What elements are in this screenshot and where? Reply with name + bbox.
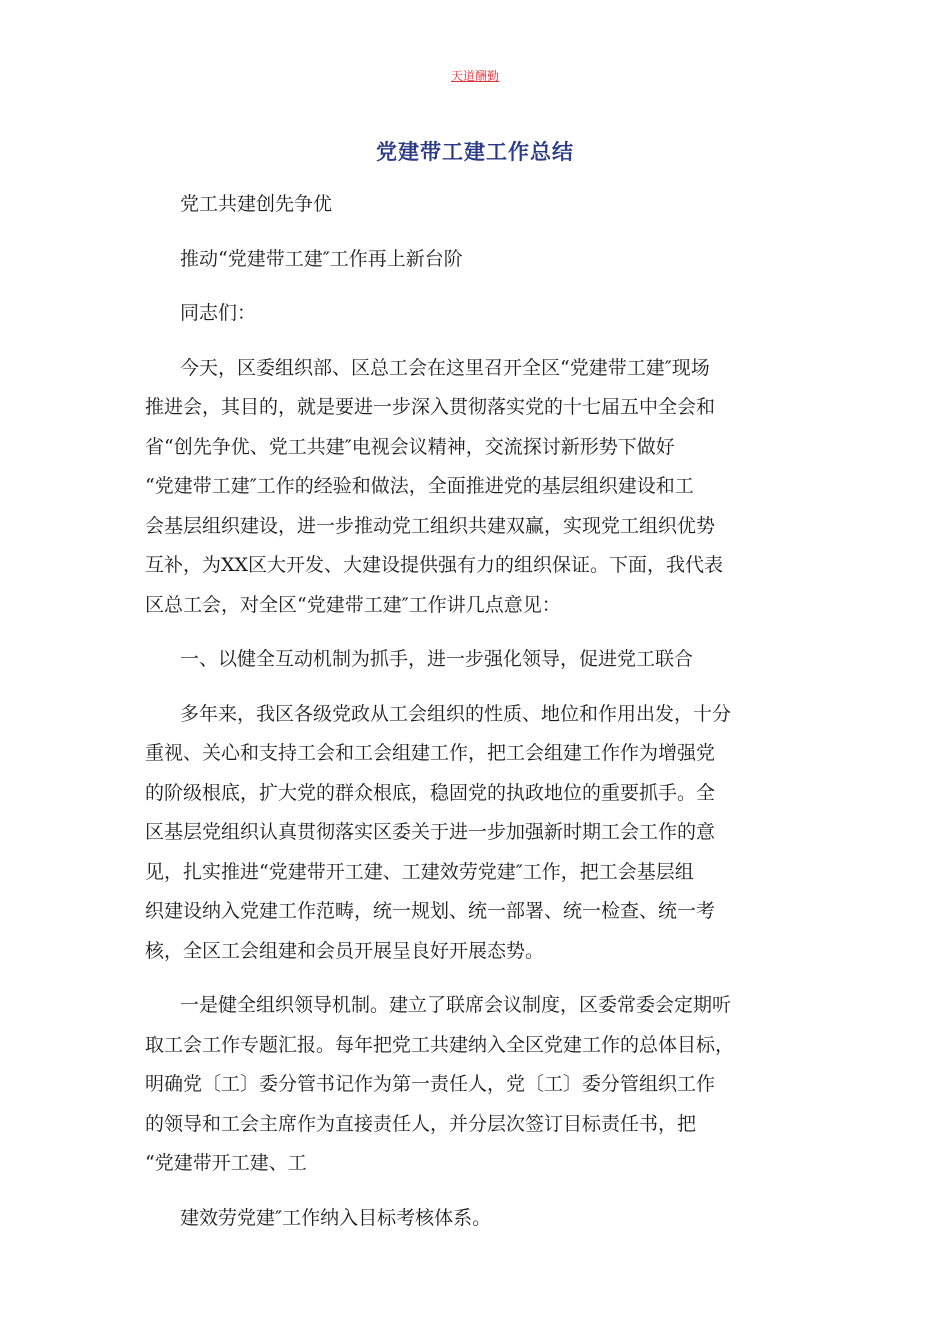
point-1-paragraph xyxy=(145,986,805,1184)
paragraph-line: 明确党〔工〕委分管书记作为第一责任人，党〔工〕委分管组织工作 xyxy=(145,1073,716,1095)
header-link[interactable]: 天道酬勤 xyxy=(450,69,499,83)
paragraph-line: 的领导和工会主席作为直接责任人，并分层次签订目标责任书，把 xyxy=(145,1112,697,1135)
section-1-paragraph xyxy=(145,695,805,972)
page-title: 党建带工建工作总结 xyxy=(376,140,574,164)
paragraph-line: 核，全区工会组建和会员开展呈良好开展态势。 xyxy=(145,939,545,962)
intro-paragraph xyxy=(145,349,805,626)
paragraph-line: 区总工会，对全区“党建带工建″工作讲几点意见： xyxy=(145,593,561,616)
paragraph-line: 一是健全组织领导机制。建立了联席会议制度，区委常委会定期听 xyxy=(180,994,732,1016)
subtitle-1: 党工共建创先争优 xyxy=(180,193,333,215)
salutation: 同志们： xyxy=(180,302,257,324)
paragraph-line: 织建设纳入党建工作范畴，统一规划、统一部署、统一检查、统一考 xyxy=(145,900,716,922)
paragraph-continuation: 建效劳党建″工作纳入目标考核体系。 xyxy=(180,1206,492,1229)
paragraph-line: 区基层党组织认真贯彻落实区委关于进一步加强新时期工会工作的意 xyxy=(145,821,716,843)
paragraph-line: 会基层组织建设，进一步推动党工组织共建双赢，实现党工组织优势 xyxy=(145,514,716,537)
paragraph-line: 省“创先争优、党工共建″电视会议精神，交流探讨新形势下做好 xyxy=(145,435,675,458)
paragraph-line: 取工会工作专题汇报。每年把党工共建纳入全区党建工作的总体目标， xyxy=(145,1033,735,1056)
paragraph-line: “党建带开工建、工 xyxy=(145,1152,307,1174)
paragraph-line: 今天，区委组织部、区总工会在这里召开全区“党建带工建″现场 xyxy=(180,356,710,379)
paragraph-line: 的阶级根底，扩大党的群众根底，稳固党的执政地位的重要抓手。全 xyxy=(145,781,716,804)
paragraph-line: 多年来，我区各级党政从工会组织的性质、地位和作用出发，十分 xyxy=(180,702,732,725)
section-heading: 一、以健全互动机制为抓手，进一步强化领导，促进党工联合 xyxy=(180,648,694,670)
paragraph-line: 见，扎实推进“党建带开工建、工建效劳党建″工作，把工会基层组 xyxy=(145,860,694,883)
paragraph-line: 互补，为XX区大开发、大建设提供强有力的组织保证。下面，我代表 xyxy=(145,554,724,576)
paragraph-line: 推进会，其目的，就是要进一步深入贯彻落实党的十七届五中全会和 xyxy=(145,396,716,418)
paragraph-line: 重视、关心和支持工会和工会组建工作，把工会组建工作作为增强党 xyxy=(145,742,716,764)
paragraph-line: “党建带工建″工作的经验和做法，全面推进党的基层组织建设和工 xyxy=(145,475,694,497)
document-body xyxy=(145,185,805,1238)
subtitle-2: 推动“党建带工建″工作再上新台阶 xyxy=(180,247,463,270)
